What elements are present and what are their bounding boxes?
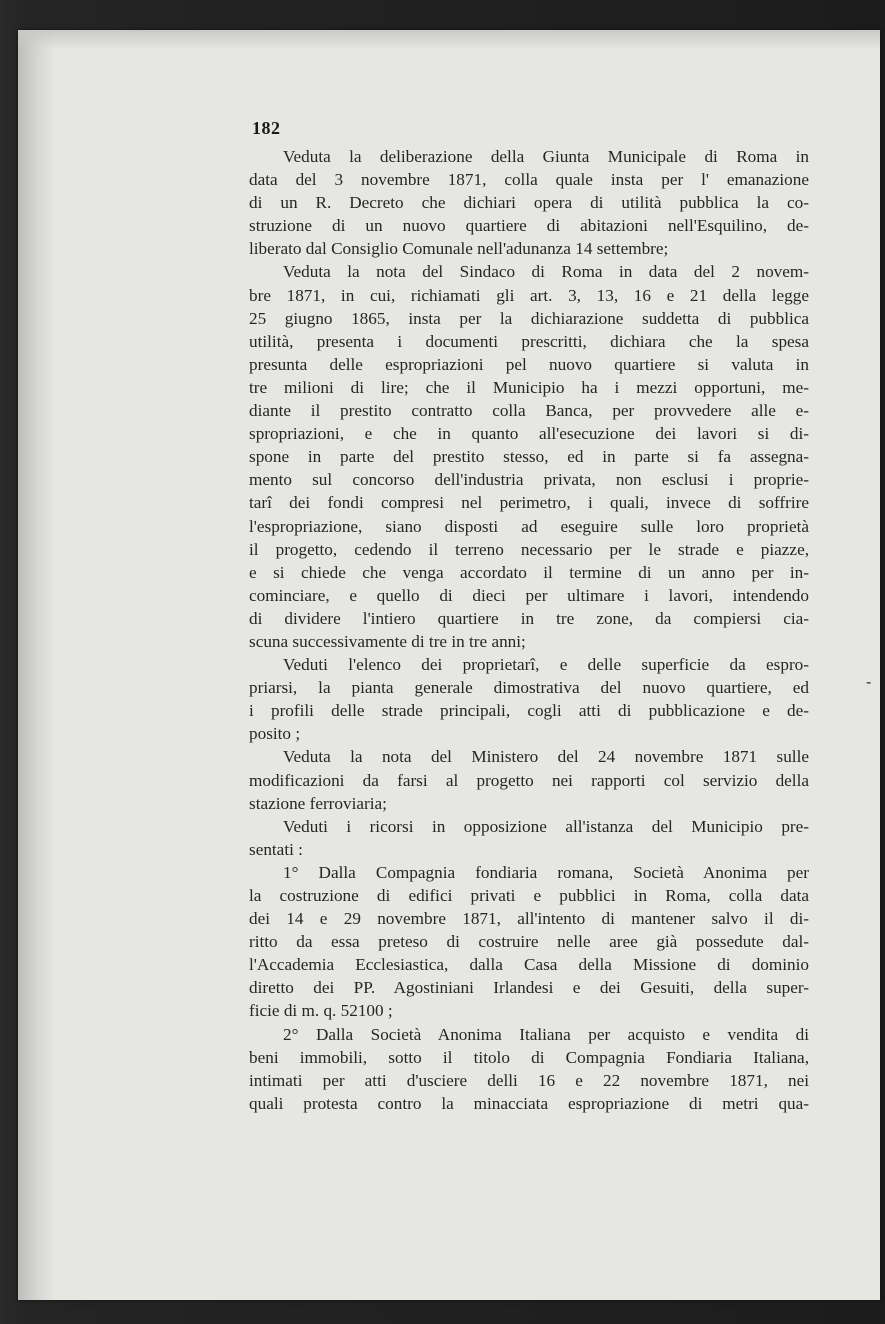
text-line: quali protesta contro la minacciata espropriazione di metri qua- xyxy=(249,1093,809,1113)
text-line: mento sul concorso dell'industria privata, non esclusi i proprie- xyxy=(249,470,809,490)
text-line: 2° Dalla Società Anonima Italiana per acquisto e vendita di xyxy=(283,1024,809,1044)
text-line: Veduti i ricorsi in opposizione all'istanza del Municipio pre- xyxy=(283,816,809,836)
text-line: Veduta la nota del Sindaco di Roma in data del 2 novem- xyxy=(283,262,809,282)
text-line: bre 1871, in cui, richiamati gli art. 3, 13, 16 e 21 della legge xyxy=(249,285,809,305)
text-line: di un R. Decreto che dichiari opera di utilità pubblica la co- xyxy=(249,193,809,213)
text-line: e si chiede che venga accordato il termine di un anno per in- xyxy=(249,562,809,582)
text-line: spropriazioni, e che in quanto all'esecuzione dei lavori si di- xyxy=(249,424,809,444)
text-line: Veduta la nota del Ministero del 24 novembre 1871 sulle xyxy=(283,747,809,767)
text-line: Veduti l'elenco dei proprietarî, e delle superficie da espro- xyxy=(283,655,809,675)
text-line: cominciare, e quello di dieci per ultimare i lavori, intendendo xyxy=(249,585,809,605)
text-line: i profili delle strade principali, cogli atti di pubblicazione e de- xyxy=(249,701,809,721)
body-text xyxy=(249,145,809,1115)
text-line: struzione di un nuovo quartiere di abitazioni nell'Esquilino, de- xyxy=(249,216,809,236)
text-line: utilità, presenta i documenti prescritti, dichiara che la spesa xyxy=(249,331,809,351)
text-line: tarî dei fondi compresi nel perimetro, i quali, invece di soffrire xyxy=(249,493,809,513)
text-line: liberato dal Consiglio Comunale nell'adunanza 14 settembre; xyxy=(249,239,669,259)
text-line: diretto dei PP. Agostiniani Irlandesi e dei Gesuiti, della super- xyxy=(249,978,809,998)
text-line: l'espropriazione, siano disposti ad eseguire sulle loro proprietà xyxy=(249,516,809,536)
text-line: ritto da essa preteso di costruire nelle aree già possedute dal- xyxy=(249,932,809,952)
text-line: l'Accademia Ecclesiastica, dalla Casa della Missione di dominio xyxy=(249,955,809,975)
text-line: intimati per atti d'usciere delli 16 e 22 novembre 1871, nei xyxy=(249,1070,809,1090)
text-line: diante il prestito contratto colla Banca, per provvedere alle e- xyxy=(249,401,809,421)
text-line: data del 3 novembre 1871, colla quale insta per l' emanazione xyxy=(249,170,809,190)
text-line: 25 giugno 1865, insta per la dichiarazione suddetta di pubblica xyxy=(249,308,809,328)
text-line: 1° Dalla Compagnia fondiaria romana, Società Anonima per xyxy=(283,862,809,882)
text-line: di dividere l'intiero quartiere in tre zone, da compiersi cia- xyxy=(249,608,809,628)
margin-mark: - xyxy=(866,672,872,691)
page-top-shadow xyxy=(18,30,880,50)
text-line: spone in parte del prestito stesso, ed in parte si fa assegna- xyxy=(249,447,809,467)
text-line: tre milioni di lire; che il Municipio ha i mezzi opportuni, me- xyxy=(249,377,809,397)
page-gutter-shadow xyxy=(18,30,54,1300)
text-line: Veduta la deliberazione della Giunta Municipale di Roma in xyxy=(283,147,809,166)
text-line: priarsi, la pianta generale dimostrativa del nuovo quartiere, ed xyxy=(249,678,809,698)
page-number: 182 xyxy=(252,118,281,138)
text-line: il progetto, cedendo il terreno necessario per le strade e piazze, xyxy=(249,539,809,559)
text-line: modificazioni da farsi al progetto nei rapporti col servizio della xyxy=(249,770,809,790)
text-line: scuna successivamente di tre in tre anni; xyxy=(249,631,526,651)
text-line: la costruzione di edifici privati e pubblici in Roma, colla data xyxy=(249,886,809,905)
text-line: posito ; xyxy=(249,724,301,744)
text-line: presunta delle espropriazioni pel nuovo quartiere si valuta in xyxy=(249,354,809,374)
text-line: beni immobili, sotto il titolo di Compagnia Fondiaria Italiana, xyxy=(249,1047,809,1067)
text-line: stazione ferroviaria; xyxy=(249,793,387,813)
text-line: sentati : xyxy=(249,839,303,859)
text-line: dei 14 e 29 novembre 1871, all'intento di mantener salvo il di- xyxy=(249,909,809,929)
text-line: ficie di m. q. 52100 ; xyxy=(249,1001,393,1021)
